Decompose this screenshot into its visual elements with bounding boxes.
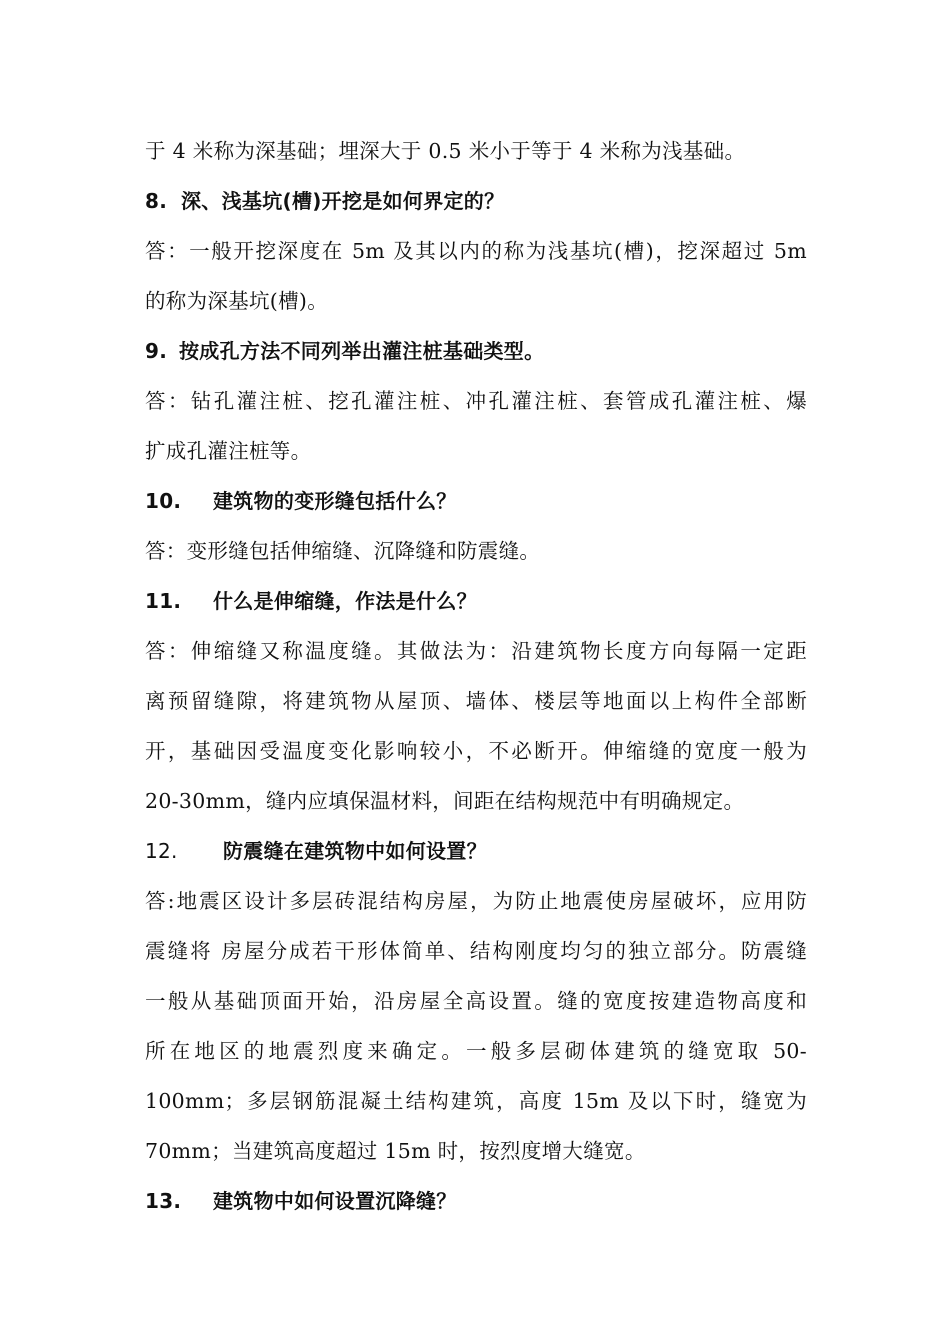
- answer-12-line-4: [145, 1037, 807, 1065]
- line-text: 扩成孔灌注桩等。: [145, 439, 312, 463]
- line-text: 一般从基础顶面开始，沿房屋全高设置。缝的宽度按建造物高度和: [145, 989, 807, 1013]
- question-text: 建筑物中如何设置沉降缝？: [213, 1189, 457, 1213]
- question-9-heading: [145, 337, 544, 365]
- question-8-heading: [145, 187, 504, 215]
- line-text: 所在地区的地震烈度来确定。一般多层砌体建筑的缝宽取 50-: [145, 1039, 807, 1063]
- line-text: 答:地震区设计多层砖混结构房屋，为防止地震使房屋破坏，应用防: [145, 889, 807, 913]
- answer-12-line-1: [145, 887, 807, 915]
- line-text: 震缝将 房屋分成若干形体简单、结构刚度均匀的独立部分。防震缝: [145, 939, 807, 963]
- answer-11-line-3: [145, 737, 807, 765]
- answer-12-line-3: [145, 987, 807, 1015]
- question-number: 9.: [145, 339, 168, 363]
- line-text: 于 4 米称为深基础；埋深大于 0.5 米小于等于 4 米称为浅基础。: [145, 139, 746, 163]
- answer-12-line-2: [145, 937, 807, 965]
- line-text: 答：一般开挖深度在 5m 及其以内的称为浅基坑(槽)，挖深超过 5m: [145, 239, 807, 263]
- line-text: 开，基础因受温度变化影响较小，不必断开。伸缩缝的宽度一般为: [145, 739, 807, 763]
- line-text: 的称为深基坑(槽)。: [145, 289, 328, 313]
- answer-12-line-6: [145, 1137, 646, 1165]
- question-10-heading: [145, 487, 457, 515]
- text-line-1: [145, 137, 745, 165]
- line-text: 20-30mm，缝内应填保温材料，间距在结构规范中有明确规定。: [145, 789, 745, 813]
- question-number: 8.: [145, 189, 168, 213]
- answer-12-line-5: [145, 1087, 807, 1115]
- question-11-heading: [145, 587, 477, 615]
- answer-11-line-1: [145, 637, 807, 665]
- line-text: 答：钻孔灌注桩、挖孔灌注桩、冲孔灌注桩、套管成孔灌注桩、爆: [145, 389, 807, 413]
- answer-8-line-2: [145, 287, 328, 315]
- answer-9-line-2: [145, 437, 311, 465]
- line-text: 答：伸缩缝又称温度缝。其做法为：沿建筑物长度方向每隔一定距: [145, 639, 807, 663]
- question-number: 13.: [145, 1189, 182, 1213]
- line-text: 离预留缝隙，将建筑物从屋顶、墙体、楼层等地面以上构件全部断: [145, 689, 807, 713]
- question-number: 10.: [145, 489, 182, 513]
- answer-9-line-1: [145, 387, 807, 415]
- question-13-heading: [145, 1187, 457, 1215]
- question-text: 防震缝在建筑物中如何设置？: [223, 839, 487, 863]
- question-12-heading: [145, 837, 487, 865]
- answer-10-line-1: [145, 537, 540, 565]
- question-text: 建筑物的变形缝包括什么？: [213, 489, 457, 513]
- question-text: 按成孔方法不同列举出灌注桩基础类型。: [179, 339, 545, 363]
- question-number: 11.: [145, 589, 182, 613]
- line-text: 100mm；多层钢筋混凝土结构建筑，高度 15m 及以下时，缝宽为: [145, 1089, 807, 1113]
- line-text: 答：变形缝包括伸缩缝、沉降缝和防震缝。: [145, 539, 541, 563]
- question-text: 深、浅基坑(槽)开挖是如何界定的？: [181, 189, 505, 213]
- question-number: 12.: [145, 839, 178, 863]
- answer-8-line-1: [145, 237, 807, 265]
- answer-11-line-2: [145, 687, 807, 715]
- question-text: 什么是伸缩缝，作法是什么？: [213, 589, 477, 613]
- answer-11-line-4: [145, 787, 744, 815]
- line-text: 70mm；当建筑高度超过 15m 时，按烈度增大缝宽。: [145, 1139, 646, 1163]
